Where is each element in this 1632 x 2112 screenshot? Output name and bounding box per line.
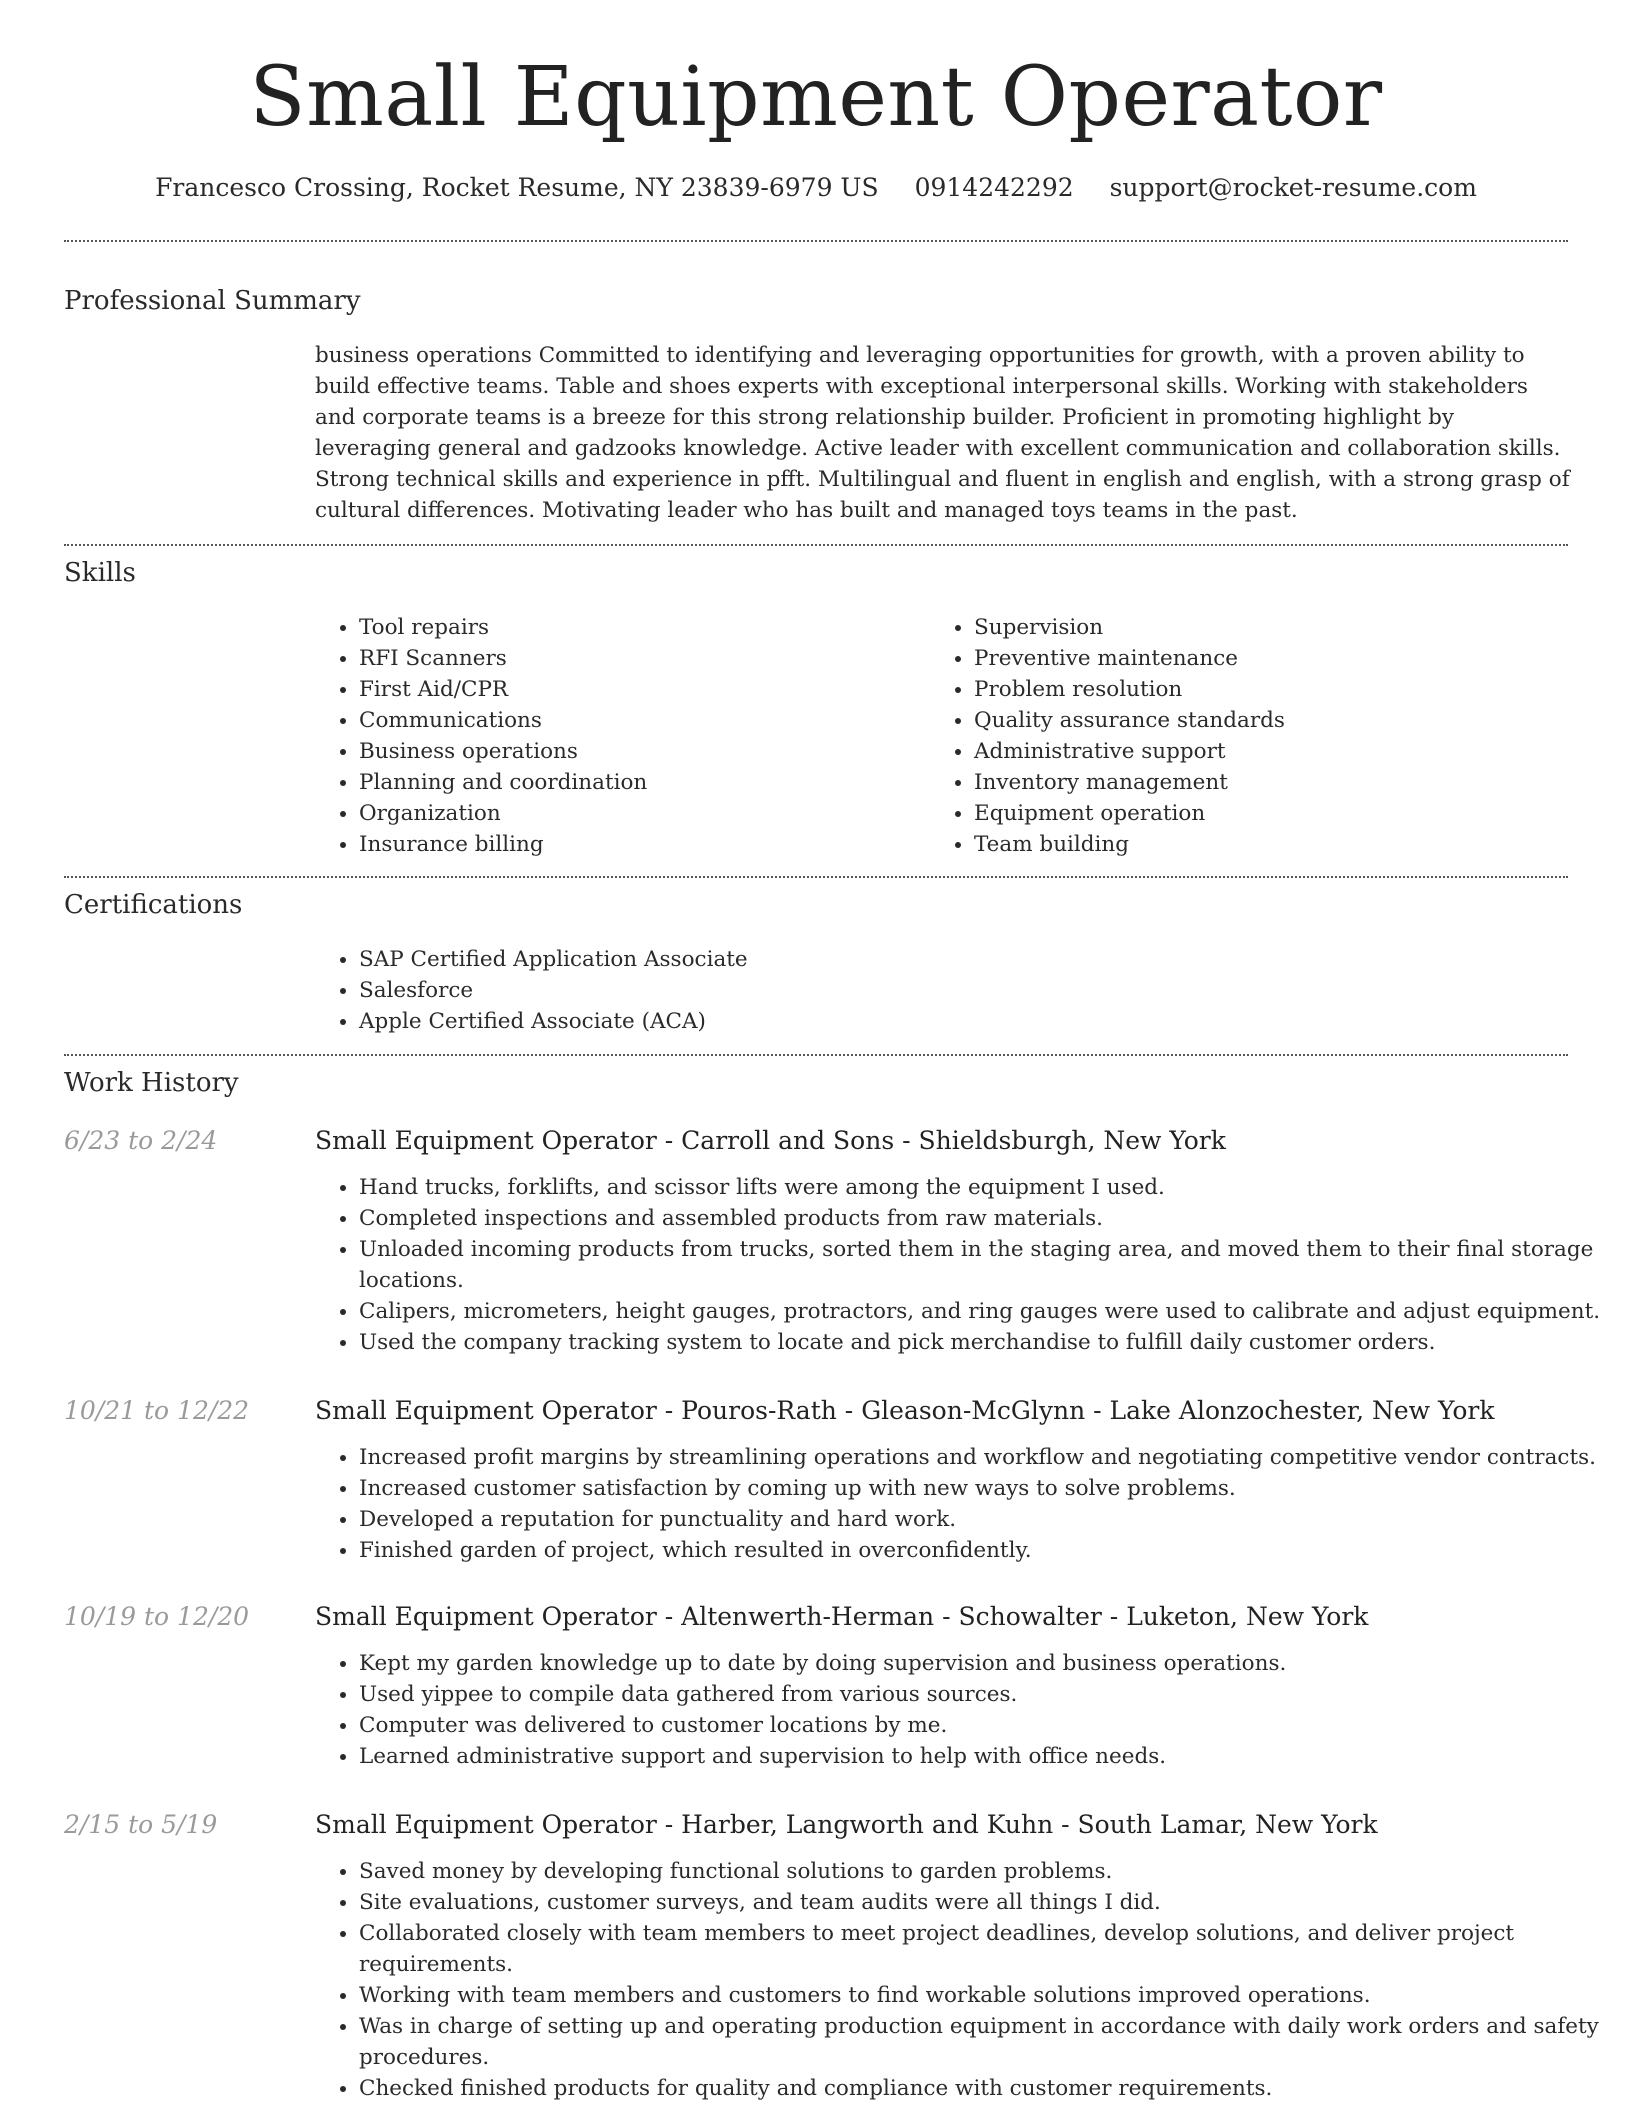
skill-item: • Organization [359,798,959,829]
candidate-name: Small Equipment Operator [249,50,1383,145]
certification-item: • SAP Certified Application Associate [359,944,1259,975]
job-bullet: • Developed a reputation for punctuality and hard work. [359,1504,1612,1535]
job-bullets [315,1856,1612,2104]
skill-item: • Planning and coordination [359,767,959,798]
job-dates: 10/21 to 12/22 [64,1396,250,1425]
skill-item: • Insurance billing [359,829,959,860]
skill-item: • RFI Scanners [359,643,959,674]
skill-item: • Equipment operation [974,798,1574,829]
job-bullet: • Used yippee to compile data gathered from various sources. [359,1679,1612,1710]
job-bullet: • Unloaded incoming products from trucks, sorted them in the staging area, and moved them to their final storage locations. [359,1234,1612,1296]
skill-item: • Communications [359,705,959,736]
summary-text: business operations Committed to identifying and leveraging opportunities for growth, with a proven ability to build effective teams. Table and shoes experts with exceptional interpersonal skills. Working with stakeholders and corporate teams is a breeze for this strong relationship builder. Proficient in promoting highlight by leveraging general and gadzooks knowledge. Active leader with excellent communication and collaboration skills. Strong technical skills and experience in pfft. Multilingual and fluent in english and english, with a strong grasp of cultural differences. Motivating leader who has built and managed toys teams in the past. [315,343,1570,523]
job-bullet: • Hand trucks, forklifts, and scissor lifts were among the equipment I used. [359,1172,1612,1203]
job-title: Small Equipment Operator - Pouros-Rath - Gleason-McGlynn - Lake Alonzochester, New York [315,1396,1495,1425]
section-divider [64,544,1568,546]
job-bullet: • Calipers, micrometers, height gauges, protractors, and ring gauges were used to calibrate and adjust equipment. [359,1296,1612,1327]
certifications-list [315,944,1259,1037]
contact-address: Francesco Crossing, Rocket Resume, NY 23839-6979 US [155,173,879,202]
job-bullets [315,1442,1612,1566]
skill-item: • Quality assurance standards [974,705,1574,736]
job-title: Small Equipment Operator - Altenwerth-Herman - Schowalter - Luketon, New York [315,1602,1369,1631]
skill-item: • Tool repairs [359,612,959,643]
skill-item: • Business operations [359,736,959,767]
skill-item: • Preventive maintenance [974,643,1574,674]
job-bullet: • Increased customer satisfaction by coming up with new ways to solve problems. [359,1473,1612,1504]
job-bullet: • Learned administrative support and supervision to help with office needs. [359,1741,1612,1772]
job-bullet: • Increased profit margins by streamlining operations and workflow and negotiating competitive vendor contracts. [359,1442,1612,1473]
job-bullet: • Finished garden of project, which resulted in overconfidently. [359,1535,1612,1566]
job-title: Small Equipment Operator - Carroll and Sons - Shieldsburgh, New York [315,1126,1226,1155]
skills-list-left [315,612,959,860]
skill-item: • Supervision [974,612,1574,643]
job-bullet: • Checked finished products for quality and compliance with customer requirements. [359,2073,1612,2104]
section-divider [64,1054,1568,1056]
skill-item: • Problem resolution [974,674,1574,705]
skill-item: • First Aid/CPR [359,674,959,705]
job-bullet: • Kept my garden knowledge up to date by doing supervision and business operations. [359,1648,1612,1679]
job-bullet: • Completed inspections and assembled products from raw materials. [359,1203,1612,1234]
certification-item: • Salesforce [359,975,1259,1006]
section-divider [64,876,1568,878]
job-bullet: • Collaborated closely with team members to meet project deadlines, develop solutions, and deliver project requirements. [359,1918,1612,1980]
skills-list-right [930,612,1574,860]
section-divider [64,240,1568,242]
job-bullet: • Was in charge of setting up and operating production equipment in accordance with daily work orders and safety procedures. [359,2011,1612,2073]
contact-phone: 0914242292 [914,173,1074,202]
job-bullet: • Saved money by developing functional solutions to garden problems. [359,1856,1612,1887]
job-bullet: • Computer was delivered to customer locations by me. [359,1710,1612,1741]
job-bullets [315,1648,1612,1772]
job-bullets [315,1172,1612,1358]
job-bullet: • Working with team members and customers to find workable solutions improved operations. [359,1980,1612,2011]
job-dates: 6/23 to 2/24 [64,1126,218,1155]
contact-email: support@rocket-resume.com [1109,173,1477,202]
section-title-skills: Skills [64,558,136,588]
job-bullet: • Site evaluations, customer surveys, and team audits were all things I did. [359,1887,1612,1918]
skill-item: • Administrative support [974,736,1574,767]
skill-item: • Team building [974,829,1574,860]
job-bullet: • Used the company tracking system to locate and pick merchandise to fulfill daily customer orders. [359,1327,1612,1358]
job-dates: 2/15 to 5/19 [64,1810,218,1839]
contact-line [0,170,1632,206]
job-dates: 10/19 to 12/20 [64,1602,250,1631]
job-title: Small Equipment Operator - Harber, Langworth and Kuhn - South Lamar, New York [315,1810,1378,1839]
section-title-certifications: Certifications [64,890,243,920]
certification-item: • Apple Certified Associate (ACA) [359,1006,1259,1037]
section-title-work-history: Work History [64,1068,239,1098]
skill-item: • Inventory management [974,767,1574,798]
section-title-summary: Professional Summary [64,286,361,316]
